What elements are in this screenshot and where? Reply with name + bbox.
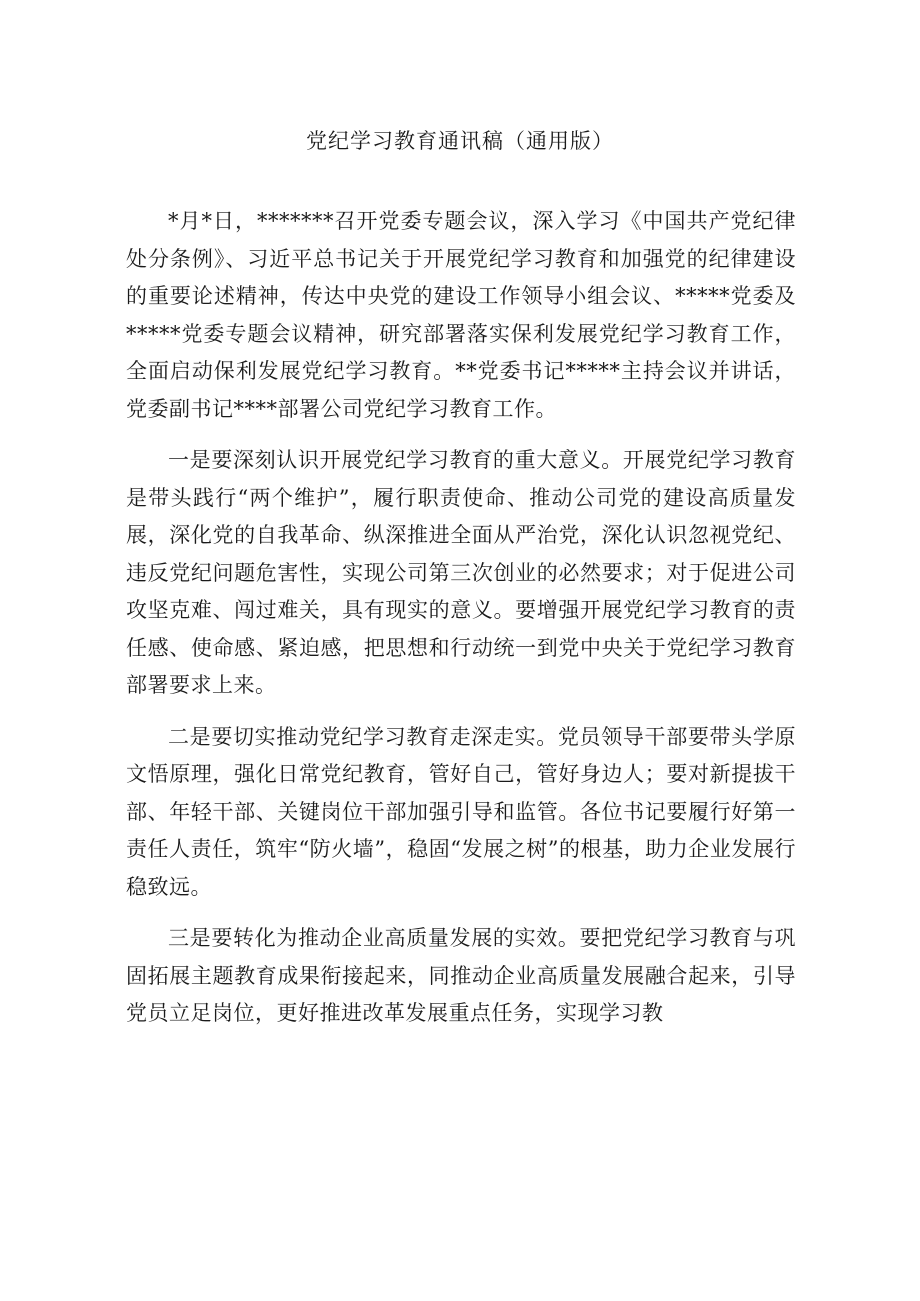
paragraph-point-two: 二是要切实推动党纪学习教育走深走实。党员领导干部要带头学原文悟原理，强化日常党纪教育，管好自己，管好身边人；要对新提拔干部、年轻干部、关键岗位干部加强引导和监管。各位书记要履行好第一责任人责任，筑牢“防火墙”，稳固“发展之树”的根基，助力企业发展行稳致远。 <box>126 724 796 899</box>
paragraph-point-one: 一是要深刻认识开展党纪学习教育的重大意义。开展党纪学习教育是带头践行“两个维护”，履行职责使命、推动公司党的建设高质量发展，深化党的自我革命、纵深推进全面从严治党，深化认识忽视党纪、违反党纪问题危害性，实现公司第三次创业的必然要求；对于促进公司攻坚克难、闯过难关，具有现实的意义。要增强开展党纪学习教育的责任感、使命感、紧迫感，把思想和行动统一到党中央关于党纪学习教育部署要求上来。 <box>126 448 796 697</box>
paragraph-intro: *月*日，*******召开党委专题会议，深入学习《中国共产党纪律处分条例》、习近平总书记关于开展党纪学习教育和加强党的纪律建设的重要论述精神，传达中央党的建设工作领导小组会议、*****党委及*****党委专题会议精神，研究部署落实保利发展党纪学习教育工作，全面启动保利发展党纪学习教育。**党委书记*****主持会议并讲话，党委副书记****部署公司党纪学习教育工作。 <box>126 209 796 421</box>
paragraph-point-three: 三是要转化为推动企业高质量发展的实效。要把党纪学习教育与巩固拓展主题教育成果衔接起来，同推动企业高质量发展融合起来，引导党员立足岗位，更好推进改革发展重点任务，实现学习教 <box>126 926 796 1025</box>
document-body <box>126 203 796 1047</box>
document-title: 党纪学习教育通讯稿（通用版） <box>306 129 614 153</box>
